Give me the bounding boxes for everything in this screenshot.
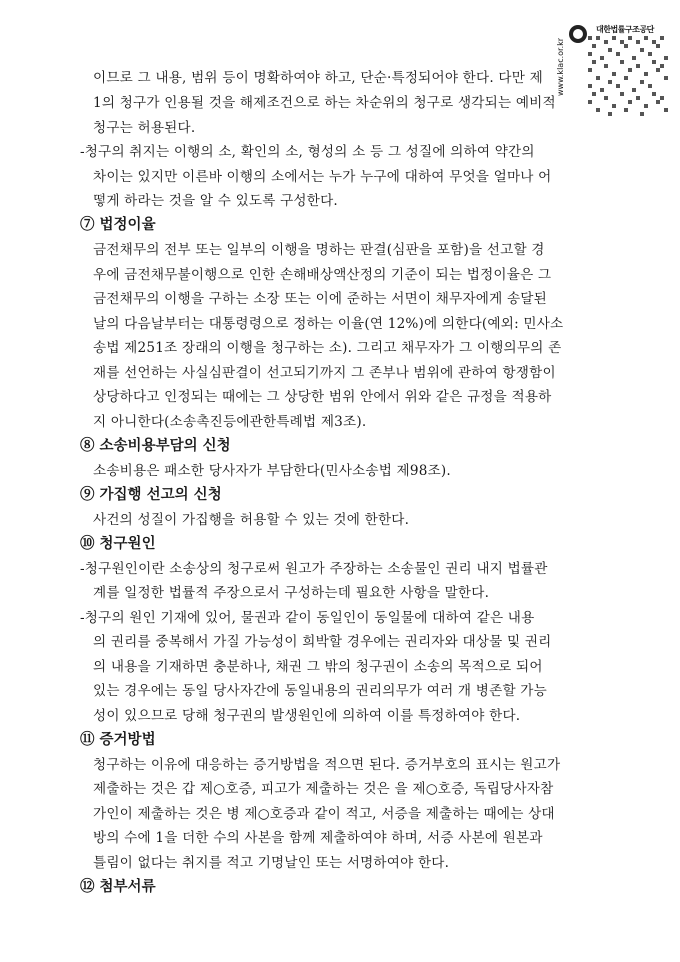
body-line: 사건의 성질이 가집행을 허용할 수 있는 것에 한한다. (93, 512, 410, 528)
body-line: 우에 금전채무불이행으로 인한 손해배상액산정의 기준이 되는 법정이율은 그 (93, 267, 552, 283)
section-heading-evidence: ⑪ 증거방법 (80, 731, 156, 748)
section-heading-provisional-execution: ⑨ 가집행 선고의 신청 (80, 486, 222, 503)
body-line: 차이는 있지만 이른바 이행의 소에서는 누가 누구에 대하여 무엇을 얼마나 어 (93, 169, 552, 185)
body-line: 가인이 제출하는 것은 병 제○호증과 같이 적고, 서증을 제출하는 때에는 상대 (93, 806, 555, 822)
body-line: 틀림이 없다는 취지를 적고 기명날인 또는 서명하여야 한다. (93, 855, 450, 871)
body-line: 날의 다음날부터는 대통령령으로 정하는 이율(연 12%)에 의한다(예외: 민사소 (93, 316, 564, 332)
body-line: 떻게 하라는 것을 알 수 있도록 구성한다. (93, 193, 338, 209)
body-line: 방의 수에 1을 더한 수의 사본을 함께 제출하여야 하며, 서증 사본에 원본과 (93, 830, 543, 846)
body-line: 이므로 그 내용, 범위 등이 명확하여야 하고, 단순·특정되어야 한다. 다만 제 (93, 70, 543, 86)
section-heading-cause-of-claim: ⑩ 청구원인 (80, 535, 156, 552)
body-line: 재를 선언하는 사실심판결이 선고되기까지 그 존부나 범위에 관하여 항쟁함이 (93, 365, 556, 381)
section-heading-attachments: ⑫ 첨부서류 (80, 878, 156, 895)
body-line: 성이 있으므로 당해 청구권의 발생원인에 의하여 이를 특정하여야 한다. (93, 708, 521, 724)
body-line: -청구의 취지는 이행의 소, 확인의 소, 형성의 소 등 그 성질에 의하여 약간의 (80, 144, 535, 160)
body-line: 1의 청구가 인용될 것을 해제조건으로 하는 차순위의 청구로 생각되는 예비적 (93, 95, 556, 111)
body-line: 송법 제251조 장래의 이행을 청구하는 소). 그리고 채무자가 그 이행의무의 존 (93, 340, 562, 356)
section-heading-litigation-costs: ⑧ 소송비용부담의 신청 (80, 437, 231, 454)
body-line: -청구원인이란 소송상의 청구로써 원고가 주장하는 소송물인 권리 내지 법률관 (80, 561, 548, 577)
body-line: 청구는 허용된다. (93, 120, 196, 136)
body-line: 있는 경우에는 동일 당사자간에 동일내용의 권리의무가 여러 개 병존할 가능 (93, 683, 547, 699)
body-line: -청구의 원인 기재에 있어, 물권과 같이 동일인이 동일물에 대하여 같은 내용 (80, 610, 535, 626)
body-line: 지 아니한다(소송촉진등에관한특례법 제3조). (93, 414, 367, 430)
body-line: 소송비용은 패소한 당사자가 부담한다(민사소송법 제98조). (93, 463, 451, 479)
body-line: 제출하는 것은 갑 제○호증, 피고가 제출하는 것은 을 제○호증, 독립당사자참 (93, 781, 554, 797)
qr-org-label: 대한법률구조공단 (596, 25, 654, 34)
body-line: 청구하는 이유에 대응하는 증거방법을 적으면 된다. 증거부호의 표시는 원고가 (93, 757, 561, 773)
body-line: 의 권리를 중복해서 가질 가능성이 희박할 경우에는 권리자와 대상물 및 권리 (93, 634, 552, 650)
qr-url-label: www.klac.or.kr (556, 37, 565, 96)
body-line: 계를 일정한 법률적 주장으로서 구성하는데 필요한 사항을 말한다. (93, 585, 490, 601)
body-line: 금전채무의 이행을 구하는 소장 또는 이에 준하는 서면이 채무자에게 송달된 (93, 291, 547, 307)
qr-code-stamp (568, 22, 676, 122)
body-line: 상당하다고 인정되는 때에는 그 상당한 범위 안에서 위와 같은 규정을 적용하 (93, 389, 552, 405)
body-line: 의 내용을 기재하면 충분하나, 채권 그 밖의 청구권이 소송의 목적으로 되어 (93, 659, 543, 675)
section-heading-legal-interest: ⑦ 법정이율 (80, 216, 156, 233)
body-line: 금전채무의 전부 또는 일부의 이행을 명하는 판결(심판을 포함)을 선고할 경 (93, 242, 545, 258)
